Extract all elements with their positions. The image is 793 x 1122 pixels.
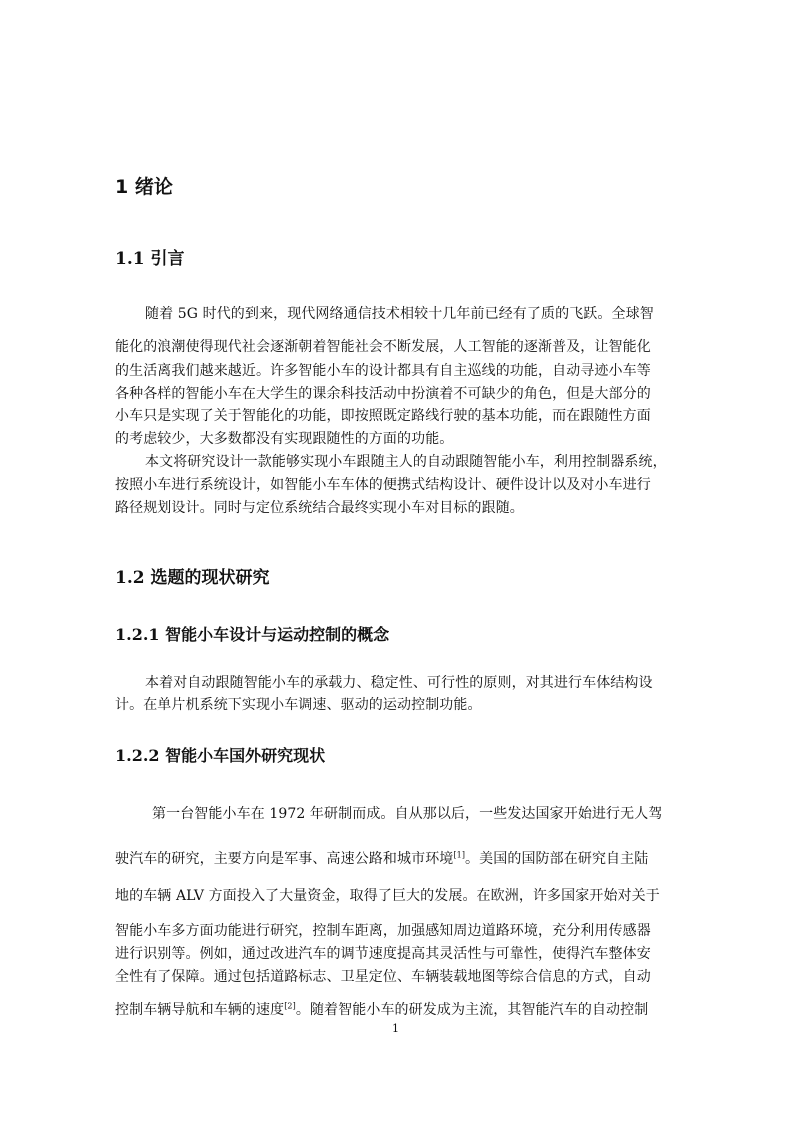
paragraph-2-line: 本文将研究设计一款能够实现小车跟随主人的自动跟随智能小车，利用控制器系统， xyxy=(145,454,667,470)
paragraph-1-line: 小车只是实现了关于智能化的功能，即按照既定路线行驶的基本功能，而在跟随性方面 xyxy=(115,408,651,424)
section-title-1-1: 1.1 引言 xyxy=(115,249,185,269)
citation-ref[interactable]: [1] xyxy=(453,850,466,860)
paragraph-4-line: 智能小车多方面功能进行研究，控制车距离，加强感知周边道路环境，充分利用传感器 xyxy=(115,923,651,939)
paragraph-4-text: 驶汽车的研究，主要方向是军事、高速公路和城市环境 xyxy=(115,851,454,867)
paragraph-4-line: 全性有了保障。通过包括道路标志、卫星定位、车辆装载地图等综合信息的方式，自动 xyxy=(115,969,651,985)
paragraph-4-line: 第一台智能小车在 1972 年研制而成。自从那以后，一些发达国家开始进行无人驾 xyxy=(152,806,663,822)
page-number: 1 xyxy=(392,1022,399,1035)
paragraph-3-line: 本着对自动跟随智能小车的承载力、稳定性、可行性的原则，对其进行车体结构设 xyxy=(145,675,653,691)
paragraph-4-text: 控制车辆导航和车辆的速度 xyxy=(115,1002,285,1018)
paragraph-4-line: 地的车辆 ALV 方面投入了大量资金，取得了巨大的发展。在欧洲，许多国家开始对关于 xyxy=(115,888,660,904)
section-title-1-2: 1.2 选题的现状研究 xyxy=(115,568,270,588)
chapter-title: 1 绪论 xyxy=(115,176,173,198)
paragraph-3-line: 计。在单片机系统下实现小车调速、驱动的运动控制功能。 xyxy=(115,697,482,713)
paragraph-1-line: 各种各样的智能小车在大学生的课余科技活动中扮演着不可缺少的角色，但是大部分的 xyxy=(115,386,651,402)
paragraph-4-line xyxy=(115,848,648,868)
citation-ref[interactable]: [2] xyxy=(284,1001,296,1011)
paragraph-1-line: 的考虑较少，大多数都没有实现跟随性的方面的功能。 xyxy=(115,431,454,447)
paragraph-1-line: 能化的浪潮使得现代社会逐渐朝着智能社会不断发展，人工智能的逐渐普及，让智能化 xyxy=(115,339,651,355)
paragraph-1-line: 随着 5G 时代的到来，现代网络通信技术相较十几年前已经有了质的飞跃。全球智 xyxy=(145,306,654,322)
paragraph-4-text: 。美国的国防部在研究自主陆 xyxy=(465,851,649,867)
section-title-1-2-1: 1.2.1 智能小车设计与运动控制的概念 xyxy=(115,625,390,644)
paragraph-4-line: 进行识别等。例如，通过改进汽车的调节速度提高其灵活性与可靠性，使得汽车整体安 xyxy=(115,946,651,962)
paragraph-4-text: 。随着智能小车的研发成为主流，其智能汽车的自动控制 xyxy=(295,1002,649,1018)
paragraph-4-line xyxy=(115,999,648,1019)
paragraph-2-line: 按照小车进行系统设计，如智能小车车体的便携式结构设计、硬件设计以及对小车进行 xyxy=(115,477,651,493)
paragraph-2-line: 路径规划设计。同时与定位系统结合最终实现小车对目标的跟随。 xyxy=(115,500,524,516)
section-title-1-2-2: 1.2.2 智能小车国外研究现状 xyxy=(115,746,326,765)
paragraph-1-line: 的生活离我们越来越近。许多智能小车的设计都具有自主巡线的功能，自动寻迹小车等 xyxy=(115,363,651,379)
